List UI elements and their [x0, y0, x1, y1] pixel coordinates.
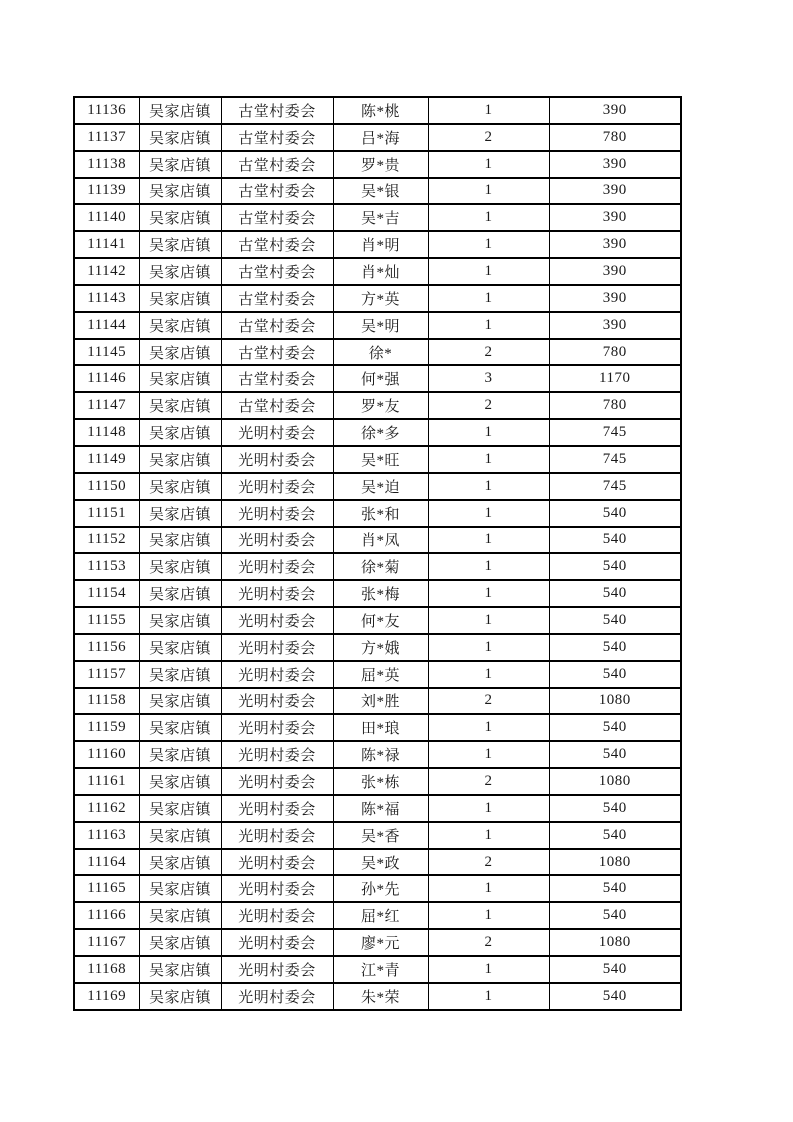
- cell-record-id: 11169: [74, 983, 139, 1010]
- cell-record-id: 11141: [74, 231, 139, 258]
- cell-record-id: 11163: [74, 822, 139, 849]
- table-row: [74, 473, 681, 500]
- cell-person-name: 吴*迫: [333, 473, 428, 500]
- cell-town: 吴家店镇: [139, 258, 221, 285]
- table-row: [74, 446, 681, 473]
- cell-count: 3: [428, 365, 549, 392]
- cell-amount: 540: [549, 580, 681, 607]
- cell-count: 1: [428, 258, 549, 285]
- cell-amount: 540: [549, 661, 681, 688]
- cell-town: 吴家店镇: [139, 580, 221, 607]
- table-row: [74, 365, 681, 392]
- cell-count: 1: [428, 312, 549, 339]
- cell-town: 吴家店镇: [139, 983, 221, 1010]
- cell-count: 1: [428, 527, 549, 554]
- cell-count: 2: [428, 339, 549, 366]
- cell-person-name: 肖*凤: [333, 527, 428, 554]
- cell-record-id: 11152: [74, 527, 139, 554]
- cell-village-committee: 光明村委会: [221, 902, 333, 929]
- table-row: [74, 231, 681, 258]
- cell-village-committee: 光明村委会: [221, 634, 333, 661]
- cell-count: 2: [428, 849, 549, 876]
- beneficiary-records-table: [73, 96, 682, 1011]
- cell-record-id: 11161: [74, 768, 139, 795]
- cell-count: 2: [428, 929, 549, 956]
- cell-record-id: 11146: [74, 365, 139, 392]
- cell-village-committee: 光明村委会: [221, 875, 333, 902]
- cell-amount: 1080: [549, 688, 681, 715]
- cell-person-name: 吴*旺: [333, 446, 428, 473]
- cell-person-name: 张*和: [333, 500, 428, 527]
- cell-amount: 780: [549, 124, 681, 151]
- cell-town: 吴家店镇: [139, 151, 221, 178]
- cell-record-id: 11138: [74, 151, 139, 178]
- table-row: [74, 688, 681, 715]
- cell-village-committee: 光明村委会: [221, 688, 333, 715]
- cell-village-committee: 光明村委会: [221, 607, 333, 634]
- table-row: [74, 339, 681, 366]
- cell-person-name: 何*强: [333, 365, 428, 392]
- cell-count: 1: [428, 902, 549, 929]
- cell-record-id: 11165: [74, 875, 139, 902]
- table-row: [74, 97, 681, 124]
- cell-village-committee: 古堂村委会: [221, 339, 333, 366]
- cell-record-id: 11139: [74, 178, 139, 205]
- cell-amount: 745: [549, 419, 681, 446]
- cell-town: 吴家店镇: [139, 741, 221, 768]
- cell-count: 1: [428, 580, 549, 607]
- cell-town: 吴家店镇: [139, 661, 221, 688]
- cell-person-name: 徐*菊: [333, 553, 428, 580]
- table-row: [74, 527, 681, 554]
- cell-town: 吴家店镇: [139, 795, 221, 822]
- cell-record-id: 11154: [74, 580, 139, 607]
- cell-person-name: 陈*桃: [333, 97, 428, 124]
- cell-person-name: 吴*明: [333, 312, 428, 339]
- cell-person-name: 朱*荣: [333, 983, 428, 1010]
- cell-amount: 540: [549, 795, 681, 822]
- cell-person-name: 罗*贵: [333, 151, 428, 178]
- cell-record-id: 11140: [74, 204, 139, 231]
- cell-town: 吴家店镇: [139, 339, 221, 366]
- cell-person-name: 罗*友: [333, 392, 428, 419]
- table-row: [74, 795, 681, 822]
- cell-village-committee: 光明村委会: [221, 741, 333, 768]
- cell-record-id: 11148: [74, 419, 139, 446]
- cell-person-name: 吕*海: [333, 124, 428, 151]
- cell-person-name: 吴*香: [333, 822, 428, 849]
- cell-town: 吴家店镇: [139, 124, 221, 151]
- cell-town: 吴家店镇: [139, 768, 221, 795]
- cell-person-name: 方*英: [333, 285, 428, 312]
- cell-village-committee: 古堂村委会: [221, 204, 333, 231]
- cell-person-name: 吴*银: [333, 178, 428, 205]
- cell-amount: 390: [549, 258, 681, 285]
- cell-amount: 1080: [549, 849, 681, 876]
- cell-town: 吴家店镇: [139, 634, 221, 661]
- cell-record-id: 11155: [74, 607, 139, 634]
- cell-amount: 390: [549, 204, 681, 231]
- table-row: [74, 392, 681, 419]
- table-body: [74, 97, 681, 1010]
- table-row: [74, 929, 681, 956]
- cell-village-committee: 光明村委会: [221, 500, 333, 527]
- cell-amount: 540: [549, 553, 681, 580]
- cell-record-id: 11164: [74, 849, 139, 876]
- cell-amount: 540: [549, 902, 681, 929]
- cell-amount: 390: [549, 231, 681, 258]
- cell-count: 2: [428, 124, 549, 151]
- cell-town: 吴家店镇: [139, 365, 221, 392]
- cell-village-committee: 光明村委会: [221, 795, 333, 822]
- cell-count: 1: [428, 151, 549, 178]
- cell-count: 1: [428, 634, 549, 661]
- cell-person-name: 张*梅: [333, 580, 428, 607]
- table-row: [74, 419, 681, 446]
- cell-amount: 540: [549, 822, 681, 849]
- cell-village-committee: 古堂村委会: [221, 97, 333, 124]
- table-row: [74, 741, 681, 768]
- cell-amount: 745: [549, 446, 681, 473]
- table-row: [74, 204, 681, 231]
- cell-village-committee: 古堂村委会: [221, 231, 333, 258]
- cell-town: 吴家店镇: [139, 714, 221, 741]
- table-row: [74, 500, 681, 527]
- cell-amount: 540: [549, 983, 681, 1010]
- cell-person-name: 江*青: [333, 956, 428, 983]
- cell-village-committee: 光明村委会: [221, 714, 333, 741]
- table-row: [74, 661, 681, 688]
- cell-person-name: 张*栋: [333, 768, 428, 795]
- cell-village-committee: 古堂村委会: [221, 124, 333, 151]
- cell-town: 吴家店镇: [139, 929, 221, 956]
- cell-count: 1: [428, 795, 549, 822]
- cell-person-name: 刘*胜: [333, 688, 428, 715]
- cell-count: 1: [428, 956, 549, 983]
- cell-town: 吴家店镇: [139, 97, 221, 124]
- cell-person-name: 方*娥: [333, 634, 428, 661]
- cell-count: 1: [428, 607, 549, 634]
- table-row: [74, 714, 681, 741]
- cell-village-committee: 光明村委会: [221, 553, 333, 580]
- cell-person-name: 徐*多: [333, 419, 428, 446]
- table-row: [74, 580, 681, 607]
- cell-amount: 540: [549, 741, 681, 768]
- cell-amount: 1080: [549, 929, 681, 956]
- cell-record-id: 11136: [74, 97, 139, 124]
- cell-record-id: 11162: [74, 795, 139, 822]
- cell-record-id: 11151: [74, 500, 139, 527]
- cell-record-id: 11153: [74, 553, 139, 580]
- table-row: [74, 822, 681, 849]
- cell-village-committee: 光明村委会: [221, 661, 333, 688]
- cell-person-name: 孙*先: [333, 875, 428, 902]
- cell-amount: 540: [549, 875, 681, 902]
- cell-count: 1: [428, 822, 549, 849]
- cell-amount: 1080: [549, 768, 681, 795]
- cell-village-committee: 光明村委会: [221, 768, 333, 795]
- cell-count: 2: [428, 392, 549, 419]
- cell-count: 1: [428, 204, 549, 231]
- table-row: [74, 634, 681, 661]
- cell-town: 吴家店镇: [139, 553, 221, 580]
- cell-record-id: 11143: [74, 285, 139, 312]
- cell-record-id: 11150: [74, 473, 139, 500]
- table-row: [74, 553, 681, 580]
- cell-count: 1: [428, 446, 549, 473]
- cell-record-id: 11144: [74, 312, 139, 339]
- cell-village-committee: 光明村委会: [221, 849, 333, 876]
- table-row: [74, 902, 681, 929]
- cell-town: 吴家店镇: [139, 875, 221, 902]
- cell-amount: 1170: [549, 365, 681, 392]
- table-row: [74, 956, 681, 983]
- cell-town: 吴家店镇: [139, 500, 221, 527]
- cell-person-name: 肖*灿: [333, 258, 428, 285]
- cell-count: 1: [428, 231, 549, 258]
- cell-town: 吴家店镇: [139, 446, 221, 473]
- cell-count: 1: [428, 983, 549, 1010]
- cell-amount: 390: [549, 97, 681, 124]
- cell-town: 吴家店镇: [139, 473, 221, 500]
- table-row: [74, 312, 681, 339]
- cell-count: 1: [428, 473, 549, 500]
- cell-town: 吴家店镇: [139, 902, 221, 929]
- cell-person-name: 屈*英: [333, 661, 428, 688]
- cell-person-name: 陈*福: [333, 795, 428, 822]
- cell-village-committee: 古堂村委会: [221, 365, 333, 392]
- cell-village-committee: 光明村委会: [221, 446, 333, 473]
- cell-record-id: 11149: [74, 446, 139, 473]
- cell-town: 吴家店镇: [139, 849, 221, 876]
- cell-record-id: 11142: [74, 258, 139, 285]
- cell-count: 1: [428, 714, 549, 741]
- cell-village-committee: 光明村委会: [221, 956, 333, 983]
- cell-person-name: 陈*禄: [333, 741, 428, 768]
- cell-village-committee: 光明村委会: [221, 527, 333, 554]
- cell-record-id: 11137: [74, 124, 139, 151]
- cell-town: 吴家店镇: [139, 231, 221, 258]
- cell-town: 吴家店镇: [139, 956, 221, 983]
- cell-record-id: 11145: [74, 339, 139, 366]
- cell-person-name: 吴*吉: [333, 204, 428, 231]
- cell-village-committee: 古堂村委会: [221, 392, 333, 419]
- table-row: [74, 849, 681, 876]
- cell-village-committee: 光明村委会: [221, 580, 333, 607]
- cell-person-name: 吴*政: [333, 849, 428, 876]
- cell-amount: 540: [549, 527, 681, 554]
- table-row: [74, 607, 681, 634]
- table-row: [74, 258, 681, 285]
- cell-town: 吴家店镇: [139, 178, 221, 205]
- cell-person-name: 廖*元: [333, 929, 428, 956]
- cell-count: 2: [428, 768, 549, 795]
- cell-amount: 780: [549, 392, 681, 419]
- cell-count: 2: [428, 688, 549, 715]
- cell-village-committee: 光明村委会: [221, 983, 333, 1010]
- cell-count: 1: [428, 285, 549, 312]
- cell-count: 1: [428, 553, 549, 580]
- cell-count: 1: [428, 419, 549, 446]
- cell-record-id: 11160: [74, 741, 139, 768]
- cell-count: 1: [428, 500, 549, 527]
- cell-town: 吴家店镇: [139, 204, 221, 231]
- cell-town: 吴家店镇: [139, 822, 221, 849]
- cell-amount: 540: [549, 634, 681, 661]
- table-row: [74, 124, 681, 151]
- cell-person-name: 何*友: [333, 607, 428, 634]
- cell-amount: 780: [549, 339, 681, 366]
- cell-count: 1: [428, 741, 549, 768]
- cell-village-committee: 古堂村委会: [221, 258, 333, 285]
- cell-count: 1: [428, 97, 549, 124]
- cell-amount: 745: [549, 473, 681, 500]
- cell-count: 1: [428, 875, 549, 902]
- records-table-container: [73, 96, 680, 1009]
- cell-village-committee: 光明村委会: [221, 929, 333, 956]
- cell-record-id: 11168: [74, 956, 139, 983]
- cell-amount: 540: [549, 500, 681, 527]
- cell-count: 1: [428, 178, 549, 205]
- cell-amount: 390: [549, 178, 681, 205]
- cell-person-name: 肖*明: [333, 231, 428, 258]
- cell-record-id: 11159: [74, 714, 139, 741]
- cell-village-committee: 古堂村委会: [221, 151, 333, 178]
- cell-amount: 540: [549, 714, 681, 741]
- cell-record-id: 11167: [74, 929, 139, 956]
- cell-person-name: 田*琅: [333, 714, 428, 741]
- cell-village-committee: 光明村委会: [221, 822, 333, 849]
- cell-village-committee: 光明村委会: [221, 473, 333, 500]
- cell-amount: 390: [549, 285, 681, 312]
- table-row: [74, 768, 681, 795]
- cell-person-name: 屈*红: [333, 902, 428, 929]
- cell-amount: 390: [549, 312, 681, 339]
- cell-amount: 390: [549, 151, 681, 178]
- cell-record-id: 11157: [74, 661, 139, 688]
- cell-town: 吴家店镇: [139, 419, 221, 446]
- cell-amount: 540: [549, 956, 681, 983]
- table-row: [74, 178, 681, 205]
- cell-town: 吴家店镇: [139, 285, 221, 312]
- cell-town: 吴家店镇: [139, 607, 221, 634]
- cell-person-name: 徐*: [333, 339, 428, 366]
- cell-village-committee: 古堂村委会: [221, 285, 333, 312]
- cell-record-id: 11147: [74, 392, 139, 419]
- table-row: [74, 285, 681, 312]
- table-row: [74, 151, 681, 178]
- cell-village-committee: 古堂村委会: [221, 312, 333, 339]
- cell-village-committee: 光明村委会: [221, 419, 333, 446]
- cell-town: 吴家店镇: [139, 392, 221, 419]
- table-row: [74, 875, 681, 902]
- cell-count: 1: [428, 661, 549, 688]
- cell-record-id: 11156: [74, 634, 139, 661]
- cell-town: 吴家店镇: [139, 688, 221, 715]
- cell-town: 吴家店镇: [139, 527, 221, 554]
- cell-village-committee: 古堂村委会: [221, 178, 333, 205]
- cell-town: 吴家店镇: [139, 312, 221, 339]
- cell-record-id: 11166: [74, 902, 139, 929]
- table-row: [74, 983, 681, 1010]
- cell-record-id: 11158: [74, 688, 139, 715]
- cell-amount: 540: [549, 607, 681, 634]
